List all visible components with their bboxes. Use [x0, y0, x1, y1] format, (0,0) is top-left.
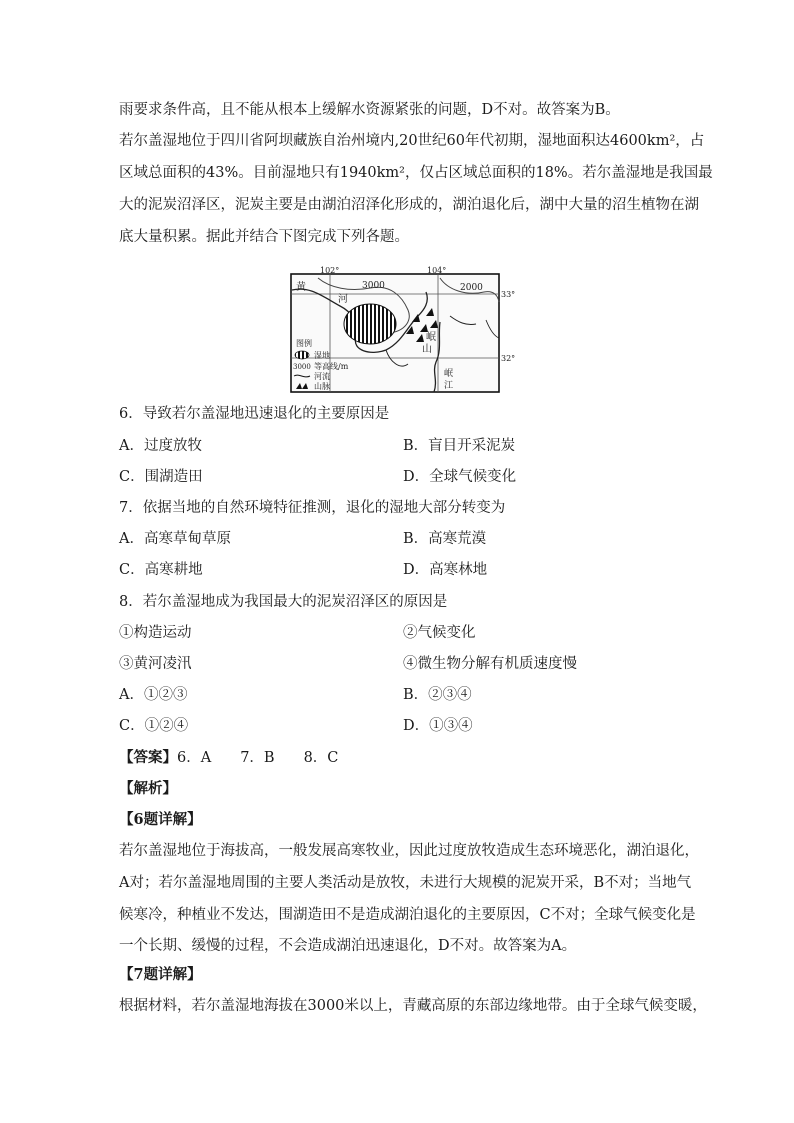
lat-32-label: 32°	[501, 354, 515, 363]
q8-item-3: ③黄河凌汛	[119, 656, 192, 672]
passage-line-4: 大的泥炭沼泽区，泥炭主要是由湖泊沼泽化形成的，湖泊退化后，湖中大量的沼生植物在湖	[119, 197, 699, 213]
lon-104-label: 104°	[427, 266, 447, 275]
q6-detail-line-3: 候寒冷，种植业不发达，围湖造田不是造成湖泊退化的主要原因，C不对；全球气候变化是	[119, 907, 696, 923]
passage-line-5: 底大量积累。据此并结合下图完成下列各题。	[119, 229, 409, 245]
q8-option-a[interactable]: A．①②③	[119, 687, 188, 703]
passage-line-3: 区域总面积的43%。目前湿地只有1940km²，仅占区域总面积的18%。若尔盖湿地是我国最	[119, 165, 713, 181]
yellow-label: 黄	[296, 282, 306, 293]
legend-wetland: 湿地	[314, 351, 330, 360]
question-8-stem: 8．若尔盖湿地成为我国最大的泥炭沼泽区的原因是	[119, 594, 448, 610]
answer-label: 【答案】	[119, 749, 177, 766]
legend-river: 河流	[314, 372, 330, 381]
legend-wetland-symbol	[295, 351, 309, 359]
q8-option-c[interactable]: C．①②④	[119, 718, 189, 734]
q7-option-c[interactable]: C．高寒耕地	[119, 562, 203, 578]
q6-detail-line-2: A对；若尔盖湿地周围的主要人类活动是放牧，未进行大规模的泥炭开采，B不对；当地气	[119, 875, 692, 891]
wetland-area	[344, 304, 396, 344]
wetland-map	[290, 266, 515, 394]
legend-mountain: 山脉	[314, 382, 330, 391]
minshan-label-2: 山	[422, 344, 432, 355]
answer-text: 6．A 7．B 8．C	[177, 750, 339, 766]
minjiang-label-1: 岷	[444, 369, 454, 379]
minjiang-label-2: 江	[444, 381, 454, 391]
river-label: 河	[338, 294, 348, 305]
lat-33-label: 33°	[501, 290, 515, 299]
q8-option-d[interactable]: D．①③④	[403, 718, 473, 734]
q7-option-d[interactable]: D．高寒林地	[403, 562, 488, 578]
q8-item-4: ④微生物分解有机质速度慢	[403, 656, 577, 672]
q6-option-c[interactable]: C．围湖造田	[119, 469, 203, 485]
q6-option-a[interactable]: A．过度放牧	[119, 438, 202, 454]
legend-title: 图例	[296, 339, 312, 348]
q8-item-2: ②气候变化	[403, 625, 476, 641]
question-6-stem: 6．导致若尔盖湿地迅速退化的主要原因是	[119, 406, 390, 422]
q6-option-d[interactable]: D．全球气候变化	[403, 469, 517, 485]
q6-detail-line-1: 若尔盖湿地位于海拔高，一般发展高寒牧业，因此过度放牧造成生态环境恶化，湖泊退化，	[119, 843, 699, 859]
minshan-label-1: 岷	[426, 332, 436, 343]
q7-option-b[interactable]: B．高寒荒漠	[403, 531, 487, 547]
q6-detail-line-4: 一个长期、缓慢的过程，不会造成湖泊迅速退化，D不对。故答案为A。	[119, 938, 577, 954]
legend-contour: 等高线/m	[314, 362, 349, 371]
contour-2000-label: 2000	[460, 283, 483, 293]
analysis-label: 【解析】	[119, 780, 177, 797]
q8-item-1: ①构造运动	[119, 625, 192, 641]
q6-detail-label: 【6题详解】	[119, 811, 202, 828]
q7-option-a[interactable]: A．高寒草甸草原	[119, 531, 231, 547]
q7-detail-line-1: 根据材料，若尔盖湿地海拔在3000米以上，青藏高原的东部边缘地带。由于全球气候变暖，	[119, 998, 707, 1014]
q8-option-b[interactable]: B．②③④	[403, 687, 472, 703]
passage-line-2: 若尔盖湿地位于四川省阿坝藏族自治州境内,20世纪60年代初期，湿地面积达4600km²，占	[119, 133, 705, 149]
contour-3000-label: 3000	[362, 281, 385, 291]
question-7-stem: 7．依据当地的自然环境特征推测，退化的湿地大部分转变为	[119, 500, 506, 516]
passage-line-1: 雨要求条件高，且不能从根本上缓解水资源紧张的问题，D不对。故答案为B。	[119, 102, 620, 118]
q7-detail-label: 【7题详解】	[119, 966, 202, 983]
legend-contour-value: 3000	[293, 363, 311, 371]
lon-102-label: 102°	[320, 266, 340, 275]
q6-option-b[interactable]: B．盲目开采泥炭	[403, 438, 516, 454]
answer-line	[119, 748, 338, 768]
